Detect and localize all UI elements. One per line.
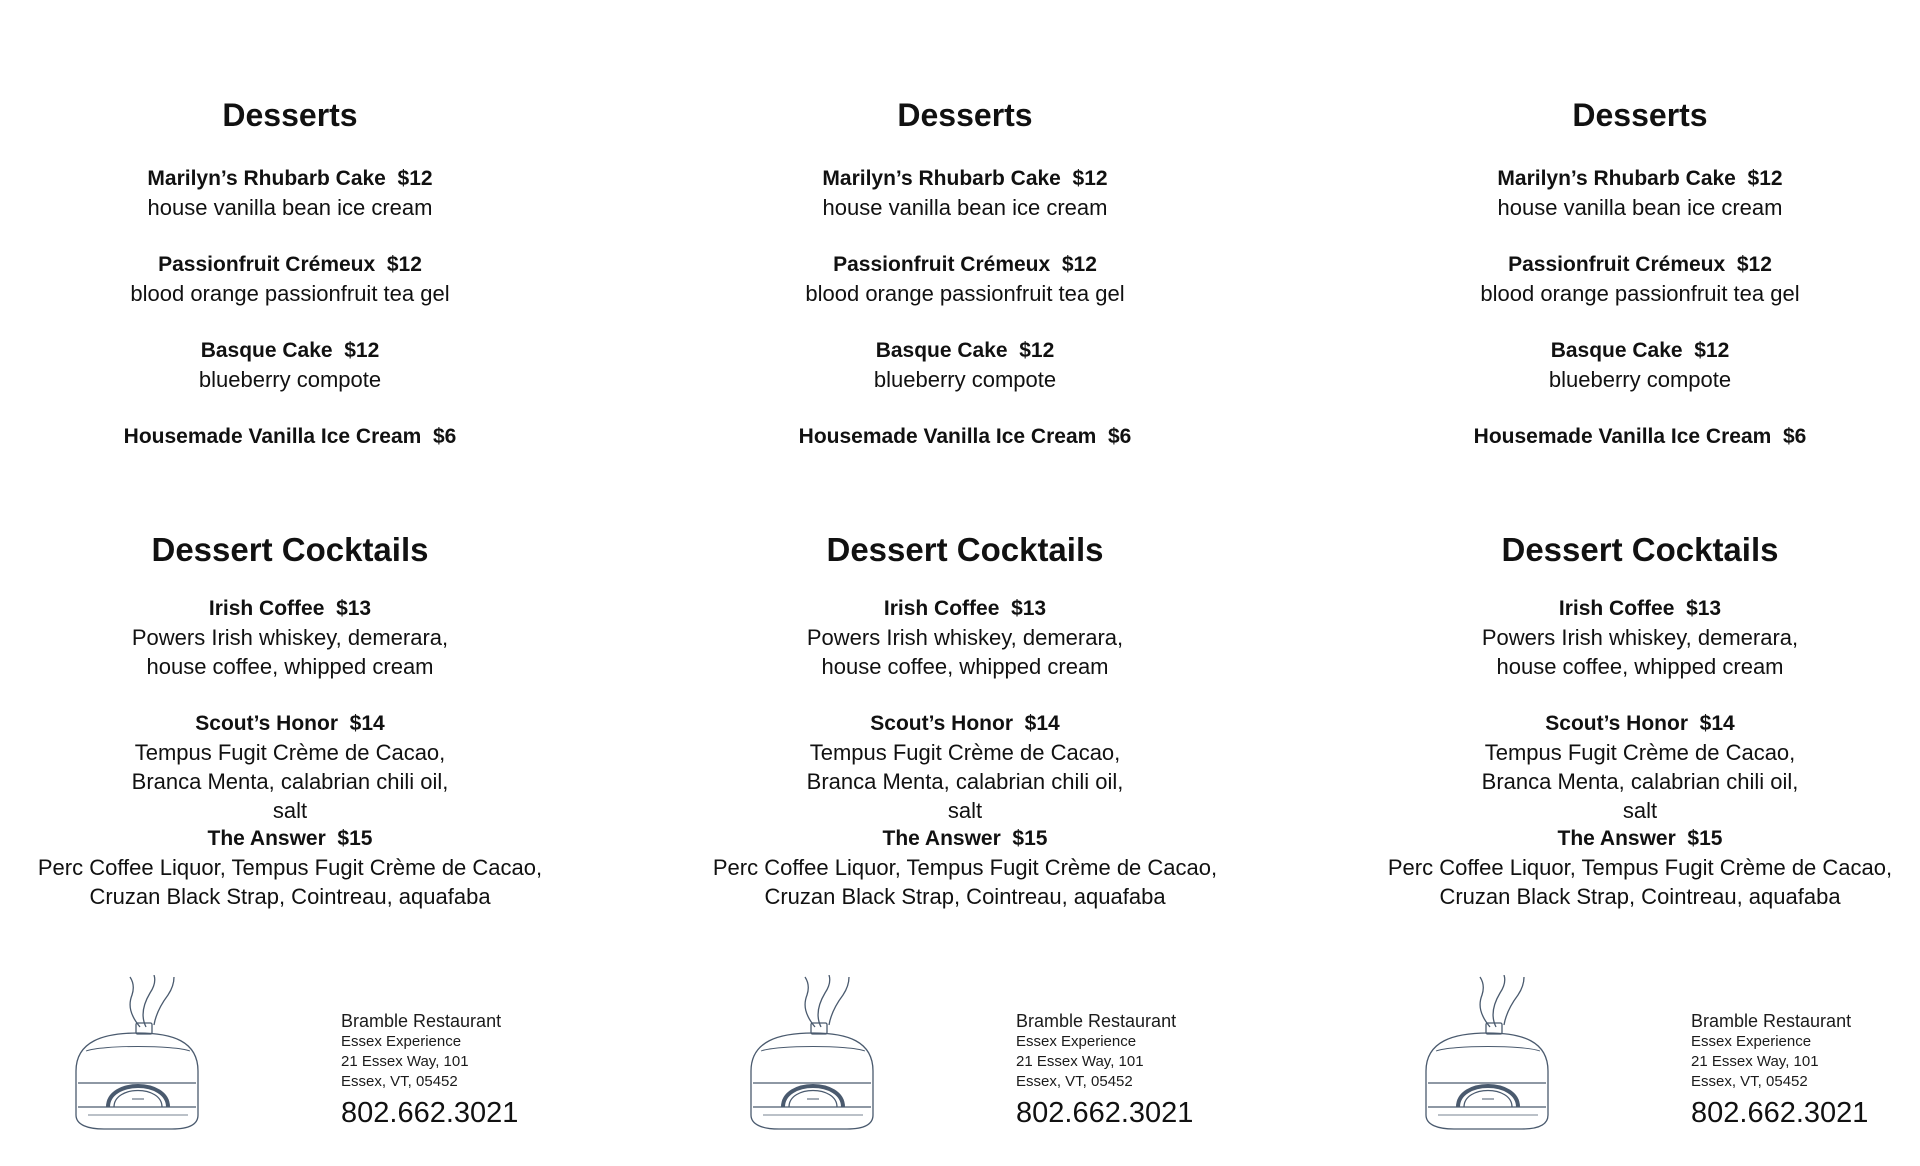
menu-item bbox=[675, 336, 1255, 394]
item-description: Tempus Fugit Crème de Cacao, Branca Menta, calabrian chili oil, salt bbox=[1481, 740, 1799, 823]
menu-item bbox=[0, 709, 580, 825]
item-description: Tempus Fugit Crème de Cacao, Branca Menta, calabrian chili oil, salt bbox=[131, 740, 449, 823]
desserts-title: Desserts bbox=[222, 97, 358, 133]
item-name: Passionfruit Crémeux $12 bbox=[833, 253, 1097, 276]
menu-panel-1 bbox=[0, 0, 580, 1166]
menu-panel-2 bbox=[675, 0, 1255, 1166]
address-line: Essex Experience bbox=[1691, 1033, 1812, 1050]
item-name: Irish Coffee $13 bbox=[883, 597, 1047, 620]
address-line: Essex, VT, 05452 bbox=[341, 1073, 458, 1090]
item-description: blueberry compote bbox=[1548, 367, 1732, 392]
restaurant-address bbox=[1016, 1010, 1193, 1130]
item-name: The Answer $15 bbox=[882, 827, 1048, 850]
item-description: house vanilla bean ice cream bbox=[822, 195, 1108, 220]
item-description: house vanilla bean ice cream bbox=[147, 195, 433, 220]
item-name: Housemade Vanilla Ice Cream $6 bbox=[1473, 425, 1807, 448]
item-description: blood orange passionfruit tea gel bbox=[805, 281, 1125, 306]
desserts-title: Desserts bbox=[1572, 97, 1708, 133]
menu-item bbox=[675, 824, 1255, 911]
restaurant-name: Bramble Restaurant bbox=[1016, 1011, 1177, 1031]
menu-item bbox=[675, 709, 1255, 825]
restaurant-address bbox=[1691, 1010, 1868, 1130]
item-name: Scout’s Honor $14 bbox=[870, 712, 1060, 735]
item-description: Perc Coffee Liquor, Tempus Fugit Crème de Cacao, Cruzan Black Strap, Cointreau, aquafaba bbox=[1387, 855, 1893, 909]
cocktails-title: Dessert Cocktails bbox=[826, 531, 1104, 568]
phone-number: 802.662.3021 bbox=[1016, 1097, 1194, 1129]
address-line: Essex Experience bbox=[341, 1033, 462, 1050]
menu-item bbox=[1350, 594, 1920, 681]
item-name: Passionfruit Crémeux $12 bbox=[158, 253, 422, 276]
item-description: Perc Coffee Liquor, Tempus Fugit Crème de Cacao, Cruzan Black Strap, Cointreau, aquafaba bbox=[712, 855, 1218, 909]
item-description: blueberry compote bbox=[198, 367, 382, 392]
menu-item bbox=[1350, 250, 1920, 308]
menu-item bbox=[0, 594, 580, 681]
item-name: Basque Cake $12 bbox=[875, 339, 1055, 362]
item-description: blueberry compote bbox=[873, 367, 1057, 392]
cocktails-title: Dessert Cocktails bbox=[1501, 531, 1779, 568]
item-name: The Answer $15 bbox=[207, 827, 373, 850]
item-name: Basque Cake $12 bbox=[1550, 339, 1730, 362]
restaurant-name: Bramble Restaurant bbox=[341, 1011, 502, 1031]
cocktails-title: Dessert Cocktails bbox=[151, 531, 429, 568]
item-description: Powers Irish whiskey, demerara, house coffee, whipped cream bbox=[131, 625, 449, 679]
item-name: Basque Cake $12 bbox=[200, 339, 380, 362]
menu-item bbox=[0, 250, 580, 308]
pizza-oven-icon bbox=[743, 975, 883, 1131]
menu-item bbox=[1350, 824, 1920, 911]
menu-item bbox=[0, 422, 580, 451]
phone-number: 802.662.3021 bbox=[1691, 1097, 1869, 1129]
item-description: Perc Coffee Liquor, Tempus Fugit Crème de Cacao, Cruzan Black Strap, Cointreau, aquafaba bbox=[37, 855, 543, 909]
item-description: blood orange passionfruit tea gel bbox=[130, 281, 450, 306]
item-name: Irish Coffee $13 bbox=[1558, 597, 1722, 620]
address-line: Essex Experience bbox=[1016, 1033, 1137, 1050]
menu-item bbox=[1350, 164, 1920, 222]
item-name: Scout’s Honor $14 bbox=[1545, 712, 1735, 735]
address-line: 21 Essex Way, 101 bbox=[341, 1053, 469, 1070]
desserts-title: Desserts bbox=[897, 97, 1033, 133]
item-name: The Answer $15 bbox=[1557, 827, 1723, 850]
item-name: Marilyn’s Rhubarb Cake $12 bbox=[1497, 167, 1783, 190]
menu-item bbox=[0, 824, 580, 911]
restaurant-address bbox=[341, 1010, 518, 1130]
item-description: house vanilla bean ice cream bbox=[1497, 195, 1783, 220]
menu-item bbox=[675, 250, 1255, 308]
menu-item bbox=[1350, 422, 1920, 451]
item-name: Marilyn’s Rhubarb Cake $12 bbox=[822, 167, 1108, 190]
item-name: Housemade Vanilla Ice Cream $6 bbox=[123, 425, 457, 448]
menu-item bbox=[675, 422, 1255, 451]
item-name: Passionfruit Crémeux $12 bbox=[1508, 253, 1772, 276]
pizza-oven-icon bbox=[1418, 975, 1558, 1131]
item-description: blood orange passionfruit tea gel bbox=[1480, 281, 1800, 306]
item-description: Powers Irish whiskey, demerara, house coffee, whipped cream bbox=[806, 625, 1124, 679]
address-line: 21 Essex Way, 101 bbox=[1691, 1053, 1819, 1070]
menu-item bbox=[675, 594, 1255, 681]
menu-item bbox=[1350, 336, 1920, 394]
item-name: Housemade Vanilla Ice Cream $6 bbox=[798, 425, 1132, 448]
menu-item bbox=[0, 336, 580, 394]
item-description: Powers Irish whiskey, demerara, house coffee, whipped cream bbox=[1481, 625, 1799, 679]
item-name: Irish Coffee $13 bbox=[208, 597, 372, 620]
item-name: Marilyn’s Rhubarb Cake $12 bbox=[147, 167, 433, 190]
menu-item bbox=[675, 164, 1255, 222]
phone-number: 802.662.3021 bbox=[341, 1097, 519, 1129]
item-description: Tempus Fugit Crème de Cacao, Branca Menta, calabrian chili oil, salt bbox=[806, 740, 1124, 823]
restaurant-name: Bramble Restaurant bbox=[1691, 1011, 1852, 1031]
menu-panel-3 bbox=[1350, 0, 1920, 1166]
menu-item bbox=[0, 164, 580, 222]
address-line: 21 Essex Way, 101 bbox=[1016, 1053, 1144, 1070]
address-line: Essex, VT, 05452 bbox=[1016, 1073, 1133, 1090]
menu-item bbox=[1350, 709, 1920, 825]
item-name: Scout’s Honor $14 bbox=[195, 712, 385, 735]
pizza-oven-icon bbox=[68, 975, 208, 1131]
address-line: Essex, VT, 05452 bbox=[1691, 1073, 1808, 1090]
